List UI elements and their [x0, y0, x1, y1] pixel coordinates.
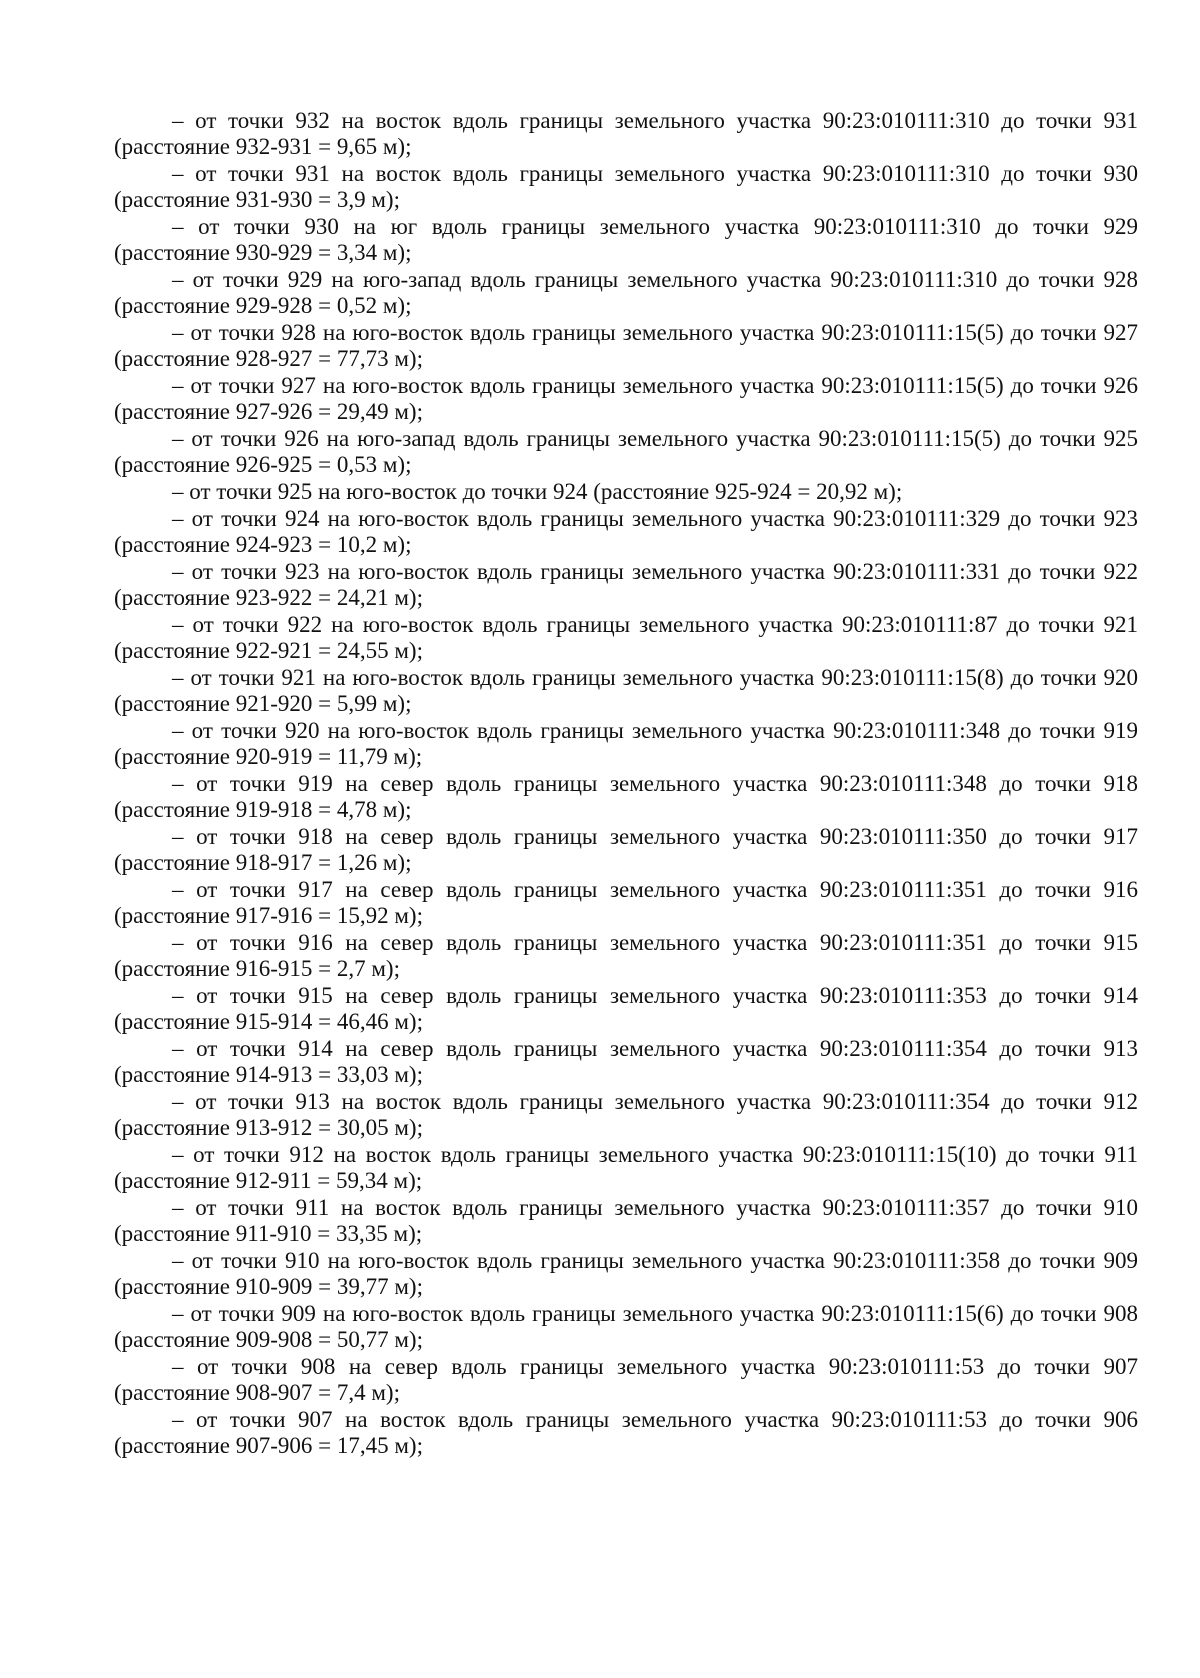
boundary-segment-paragraph: – от точки 919 на север вдоль границы земельного участка 90:23:010111:348 до точки 918 (расстояние 919-918 = 4,78 м);	[114, 771, 1138, 822]
boundary-segment-paragraph: – от точки 923 на юго-восток вдоль границы земельного участка 90:23:010111:331 до точки 922 (расстояние 923-922 = 24,21 м);	[114, 559, 1138, 610]
boundary-segment-paragraph: – от точки 915 на север вдоль границы земельного участка 90:23:010111:353 до точки 914 (расстояние 915-914 = 46,46 м);	[114, 983, 1138, 1034]
boundary-segment-paragraph: – от точки 929 на юго-запад вдоль границы земельного участка 90:23:010111:310 до точки 928 (расстояние 929-928 = 0,52 м);	[114, 267, 1138, 318]
boundary-segment-paragraph: – от точки 928 на юго-восток вдоль границы земельного участка 90:23:010111:15(5) до точки 927 (расстояние 928-927 = 77,73 м);	[114, 320, 1138, 371]
boundary-segment-paragraph: – от точки 909 на юго-восток вдоль границы земельного участка 90:23:010111:15(6) до точки 908 (расстояние 909-908 = 50,77 м);	[114, 1301, 1138, 1352]
boundary-segment-paragraph: – от точки 912 на восток вдоль границы земельного участка 90:23:010111:15(10) до точки 911 (расстояние 912-911 = 59,34 м);	[114, 1142, 1138, 1193]
document-body	[114, 108, 1138, 1459]
boundary-segment-paragraph: – от точки 921 на юго-восток вдоль границы земельного участка 90:23:010111:15(8) до точки 920 (расстояние 921-920 = 5,99 м);	[114, 665, 1138, 716]
boundary-segment-paragraph: – от точки 931 на восток вдоль границы земельного участка 90:23:010111:310 до точки 930 (расстояние 931-930 = 3,9 м);	[114, 161, 1138, 212]
boundary-segment-paragraph: – от точки 907 на восток вдоль границы земельного участка 90:23:010111:53 до точки 906 (расстояние 907-906 = 17,45 м);	[114, 1407, 1138, 1458]
boundary-segment-paragraph: – от точки 930 на юг вдоль границы земельного участка 90:23:010111:310 до точки 929 (расстояние 930-929 = 3,34 м);	[114, 214, 1138, 265]
boundary-segment-paragraph: – от точки 926 на юго-запад вдоль границы земельного участка 90:23:010111:15(5) до точки 925 (расстояние 926-925 = 0,53 м);	[114, 426, 1138, 477]
boundary-segment-paragraph: – от точки 932 на восток вдоль границы земельного участка 90:23:010111:310 до точки 931 (расстояние 932-931 = 9,65 м);	[114, 108, 1138, 159]
boundary-segment-paragraph: – от точки 918 на север вдоль границы земельного участка 90:23:010111:350 до точки 917 (расстояние 918-917 = 1,26 м);	[114, 824, 1138, 875]
boundary-segment-paragraph: – от точки 908 на север вдоль границы земельного участка 90:23:010111:53 до точки 907 (расстояние 908-907 = 7,4 м);	[114, 1354, 1138, 1405]
boundary-segment-paragraph: – от точки 922 на юго-восток вдоль границы земельного участка 90:23:010111:87 до точки 921 (расстояние 922-921 = 24,55 м);	[114, 612, 1138, 663]
boundary-segment-paragraph: – от точки 927 на юго-восток вдоль границы земельного участка 90:23:010111:15(5) до точки 926 (расстояние 927-926 = 29,49 м);	[114, 373, 1138, 424]
boundary-segment-paragraph: – от точки 910 на юго-восток вдоль границы земельного участка 90:23:010111:358 до точки 909 (расстояние 910-909 = 39,77 м);	[114, 1248, 1138, 1299]
boundary-segment-paragraph: – от точки 914 на север вдоль границы земельного участка 90:23:010111:354 до точки 913 (расстояние 914-913 = 33,03 м);	[114, 1036, 1138, 1087]
boundary-segment-paragraph: – от точки 913 на восток вдоль границы земельного участка 90:23:010111:354 до точки 912 (расстояние 913-912 = 30,05 м);	[114, 1089, 1138, 1140]
boundary-segment-paragraph: – от точки 917 на север вдоль границы земельного участка 90:23:010111:351 до точки 916 (расстояние 917-916 = 15,92 м);	[114, 877, 1138, 928]
boundary-segment-paragraph: – от точки 924 на юго-восток вдоль границы земельного участка 90:23:010111:329 до точки 923 (расстояние 924-923 = 10,2 м);	[114, 506, 1138, 557]
boundary-segment-paragraph: – от точки 925 на юго-восток до точки 924 (расстояние 925-924 = 20,92 м);	[172, 479, 903, 504]
boundary-segment-paragraph: – от точки 920 на юго-восток вдоль границы земельного участка 90:23:010111:348 до точки 919 (расстояние 920-919 = 11,79 м);	[114, 718, 1138, 769]
boundary-segment-paragraph: – от точки 911 на восток вдоль границы земельного участка 90:23:010111:357 до точки 910 (расстояние 911-910 = 33,35 м);	[114, 1195, 1138, 1246]
boundary-segment-paragraph: – от точки 916 на север вдоль границы земельного участка 90:23:010111:351 до точки 915 (расстояние 916-915 = 2,7 м);	[114, 930, 1138, 981]
